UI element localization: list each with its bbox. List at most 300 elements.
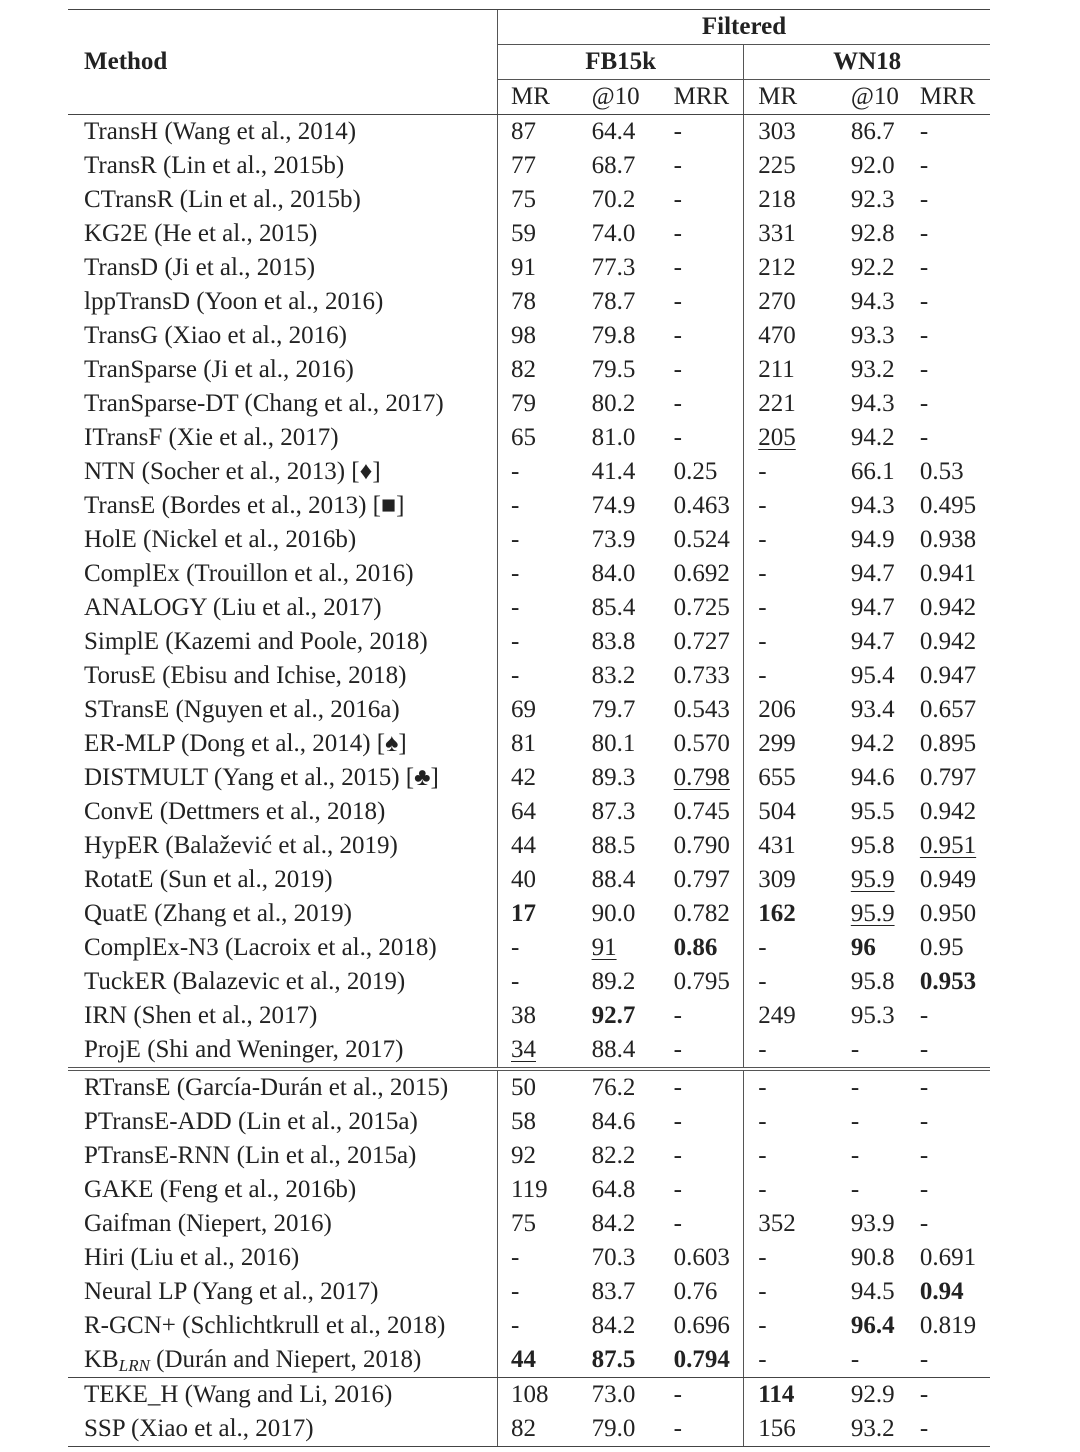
value: - [511,594,520,621]
method-name: STransE [84,696,170,723]
method-cell [68,965,498,999]
table-row [68,489,990,523]
value: 73.9 [591,526,636,553]
value: - [758,1036,767,1063]
value-cell [580,183,662,217]
value-cell [826,727,908,761]
value: - [919,1036,929,1063]
value-cell [498,1309,580,1343]
value-cell [580,387,662,421]
filtered-header: Filtered [498,10,991,45]
value: 92.0 [850,152,895,179]
value-cell [662,1069,744,1105]
method-name: KG2E [84,220,148,247]
value: 75 [511,1210,536,1237]
value-cell [580,1173,662,1207]
value-cell [908,625,990,659]
method-cell [68,251,498,285]
value: 93.2 [850,356,895,383]
value-cell [908,727,990,761]
value: 0.947 [919,662,977,689]
value-cell [498,115,580,150]
value: 0.94 [919,1278,964,1305]
value: 42 [511,764,536,791]
value-cell [908,1309,990,1343]
value-cell [908,387,990,421]
value: - [673,1176,682,1203]
value: - [919,1176,929,1203]
value: 78 [511,288,536,315]
value-cell [908,897,990,931]
value: 0.819 [919,1312,977,1339]
method-citation: (Sun et al., 2019) [153,866,333,893]
value: 0.942 [919,628,977,655]
method-name: RotatE [84,866,154,893]
value-cell [744,183,826,217]
value-cell [662,1309,744,1343]
table-row [68,183,990,217]
value: - [758,934,767,961]
value: 44 [511,1346,536,1373]
value-cell [580,965,662,999]
table-row [68,693,990,727]
value-cell [662,1241,744,1275]
method-citation: (Balažević et al., 2019) [159,832,398,859]
value-cell [662,115,744,150]
method-name: TransE [84,492,156,519]
value: 0.86 [673,934,718,961]
value: 0.953 [919,968,977,995]
value: 74.0 [591,220,636,247]
method-citation: (Ji et al., 2015) [158,254,316,281]
value: 50 [511,1074,536,1101]
method-name: TuckER [84,968,167,995]
value: 82 [511,1415,536,1442]
value: - [850,1108,860,1135]
value: 89.2 [591,968,636,995]
value: 95.3 [850,1002,895,1029]
value: - [758,1108,767,1135]
value: - [758,628,767,655]
value: - [919,1346,929,1373]
value-cell [826,863,908,897]
method-citation: (Liu et al., 2017) [206,594,382,621]
value-cell [580,1378,662,1413]
value: - [758,1074,767,1101]
value: - [511,526,520,553]
value-cell [744,353,826,387]
value: 80.2 [591,390,636,417]
table-body [68,115,990,1447]
method-cell [68,115,498,150]
value: - [758,662,767,689]
value-cell [826,387,908,421]
value-cell [826,625,908,659]
value-cell [580,1412,662,1447]
value: 504 [758,798,796,825]
method-citation: (Lin et al., 2015b) [156,152,345,179]
value: 98 [511,322,536,349]
value-cell [744,489,826,523]
value-cell [908,863,990,897]
value-cell [826,557,908,591]
value: 309 [758,866,796,893]
value: - [919,152,929,179]
method-name: R-GCN+ [84,1312,176,1339]
method-name: IRN [84,1002,128,1029]
method-name: TransG [84,322,159,349]
value: 0.794 [673,1346,730,1373]
method-cell [68,1378,498,1413]
value-cell [580,795,662,829]
value-cell [662,591,744,625]
value: 470 [758,322,796,349]
value-cell [662,1139,744,1173]
value-cell [744,1033,826,1069]
value-cell [826,591,908,625]
value-cell [826,1033,908,1069]
value-cell [826,489,908,523]
value-cell [744,1207,826,1241]
value: - [850,1142,860,1169]
method-cell [68,795,498,829]
value: - [758,1346,767,1373]
value: 38 [511,1002,536,1029]
value: 77 [511,152,536,179]
method-citation: (Lin et al., 2015a) [230,1142,417,1169]
value-cell [908,1173,990,1207]
method-cell [68,183,498,217]
value-cell [908,149,990,183]
value-cell [580,285,662,319]
method-citation: (Dong et al., 2014) [♠] [174,730,407,757]
method-cell [68,523,498,557]
method-name: ComplEx-N3 [84,934,219,961]
method-citation: (Xie et al., 2017) [162,424,339,451]
value: - [673,1002,682,1029]
value: 94.2 [850,424,895,451]
wn18-header: WN18 [744,45,990,80]
method-name: ProjE [84,1036,141,1063]
value: - [758,968,767,995]
value: - [511,1278,520,1305]
method-cell [68,489,498,523]
value-cell [580,1105,662,1139]
value: 94.7 [850,628,895,655]
value: 0.795 [673,968,730,995]
method-citation: (Dettmers et al., 2018) [153,798,386,825]
value: 87.3 [591,798,636,825]
value-cell [498,421,580,455]
value: 77.3 [591,254,636,281]
value-cell [826,1343,908,1378]
method-name: GAKE [84,1176,154,1203]
value-cell [908,523,990,557]
value-cell [744,285,826,319]
value-cell [580,319,662,353]
method-cell [68,1343,498,1378]
value: 82.2 [591,1142,636,1169]
value: 17 [511,900,536,927]
method-citation: (Balazevic et al., 2019) [166,968,406,995]
value-cell [908,455,990,489]
method-cell [68,149,498,183]
value: 96.4 [850,1312,895,1339]
value-cell [498,217,580,251]
method-citation: (García-Durán et al., 2015) [170,1074,449,1101]
value-cell [908,251,990,285]
value-cell [744,1378,826,1413]
value-cell [744,1173,826,1207]
value-cell [662,183,744,217]
value-cell [826,693,908,727]
value-cell [826,999,908,1033]
value-cell [908,965,990,999]
method-cell [68,1241,498,1275]
value-cell [662,1033,744,1069]
metric-header: MRR [908,80,990,115]
table-row [68,999,990,1033]
value: 93.3 [850,322,895,349]
method-citation: (Lacroix et al., 2018) [218,934,437,961]
value: - [673,1415,682,1442]
value: 83.2 [591,662,636,689]
value-cell [744,1105,826,1139]
method-citation: (Niepert, 2016) [171,1210,332,1237]
value: - [673,220,682,247]
value: 270 [758,288,796,315]
value: - [919,1381,929,1408]
method-citation: (Ji et al., 2016) [196,356,354,383]
value-cell [744,591,826,625]
table-row [68,1343,990,1378]
value: - [511,934,520,961]
value: 80.1 [591,730,636,757]
method-cell [68,387,498,421]
value-cell [498,795,580,829]
value: - [919,288,929,315]
value: 205 [758,424,796,451]
value-cell [826,1309,908,1343]
method-cell [68,1412,498,1447]
value: 92.3 [850,186,895,213]
value: 70.3 [591,1244,636,1271]
value: 44 [511,832,536,859]
method-citation: (Wang and Li, 2016) [178,1381,393,1408]
value-cell [744,863,826,897]
value-cell [498,1275,580,1309]
value: 69 [511,696,536,723]
value: - [919,1210,929,1237]
value: 0.941 [919,560,977,587]
value: - [673,356,682,383]
value-cell [826,1173,908,1207]
value: 94.3 [850,288,895,315]
value: 93.2 [850,1415,895,1442]
value-cell [826,761,908,795]
method-name: TEKE_H [84,1381,179,1408]
value-cell [498,1033,580,1069]
value-cell [908,489,990,523]
value: 0.733 [673,662,730,689]
value-cell [908,591,990,625]
value: 0.543 [673,696,730,723]
table-row [68,795,990,829]
method-cell [68,557,498,591]
value: 94.7 [850,594,895,621]
value: - [919,1002,929,1029]
value: 79.0 [591,1415,636,1442]
metric-header: MR [744,80,826,115]
value: - [919,424,929,451]
value: 79.5 [591,356,636,383]
value: 0.942 [919,798,977,825]
value: 59 [511,220,536,247]
value: 0.790 [673,832,730,859]
value-cell [744,1343,826,1378]
value: 75 [511,186,536,213]
value: - [673,254,682,281]
metric-header: MRR [662,80,744,115]
value-cell [744,387,826,421]
value: 303 [758,118,796,145]
value: - [673,186,682,213]
method-citation: (Trouillon et al., 2016) [179,560,414,587]
table-row [68,897,990,931]
value-cell [744,727,826,761]
method-name: TranSparse [84,356,197,383]
table-row [68,1069,990,1105]
method-citation: (He et al., 2015) [147,220,318,247]
value-cell [580,999,662,1033]
value: 0.463 [673,492,730,519]
table-row [68,1275,990,1309]
table-row [68,1033,990,1069]
value: 88.4 [591,866,636,893]
value-cell [662,285,744,319]
value-cell [580,591,662,625]
value: 0.727 [673,628,730,655]
value: 70.2 [591,186,636,213]
value: 87.5 [591,1346,636,1373]
value: 95.9 [850,900,895,927]
value-cell [908,115,990,150]
value-cell [662,557,744,591]
value-cell [826,659,908,693]
table-row [68,421,990,455]
value-cell [498,455,580,489]
value: - [919,220,929,247]
value-cell [744,659,826,693]
value: 89.3 [591,764,636,791]
table-row [68,727,990,761]
value-cell [826,795,908,829]
value: 92 [511,1142,536,1169]
value-cell [580,523,662,557]
method-cell [68,1275,498,1309]
value: 119 [511,1176,548,1203]
value-cell [826,1275,908,1309]
value-cell [580,863,662,897]
value: 81.0 [591,424,636,451]
value-cell [826,829,908,863]
value: 88.4 [591,1036,636,1063]
metric-header: @10 [580,80,662,115]
value-cell [580,693,662,727]
value-cell [908,1033,990,1069]
value-cell [826,897,908,931]
value: 0.25 [673,458,718,485]
method-name: lppTransD [84,288,191,315]
value-cell [498,285,580,319]
value: 0.797 [919,764,977,791]
value-cell [826,285,908,319]
value: 84.2 [591,1312,636,1339]
method-citation: (Yang et al., 2017) [186,1278,379,1305]
value-cell [580,829,662,863]
value-cell [662,693,744,727]
value: 0.798 [673,764,730,791]
value-cell [662,1173,744,1207]
value-cell [744,1275,826,1309]
method-cell [68,217,498,251]
value: 86.7 [850,118,895,145]
value: - [919,1074,929,1101]
value: 218 [758,186,796,213]
value-cell [580,761,662,795]
method-cell [68,693,498,727]
method-citation: (Ebisu and Ichise, 2018) [155,662,407,689]
value-cell [908,1105,990,1139]
value: 83.8 [591,628,636,655]
value: 94.5 [850,1278,895,1305]
value-cell [498,1412,580,1447]
value-cell [826,217,908,251]
table-row [68,1139,990,1173]
value-cell [908,183,990,217]
results-table [68,9,990,1447]
table-row [68,217,990,251]
method-citation: (Chang et al., 2017) [238,390,444,417]
value: - [919,1415,929,1442]
value: 299 [758,730,796,757]
method-citation: (Schlichtkrull et al., 2018) [175,1312,446,1339]
method-cell [68,625,498,659]
value: - [511,628,520,655]
value: 74.9 [591,492,636,519]
value-cell [662,1207,744,1241]
value: 92.9 [850,1381,895,1408]
value: - [511,968,520,995]
value-cell [498,149,580,183]
method-name: ER-MLP [84,730,175,757]
method-citation: (Yang et al., 2015) [♣] [207,764,439,791]
value-cell [580,1033,662,1069]
value-cell [498,625,580,659]
table-row [68,1105,990,1139]
value: - [673,1074,682,1101]
value: 0.782 [673,900,730,927]
value-cell [908,1275,990,1309]
table-row [68,659,990,693]
value: 66.1 [850,458,895,485]
method-citation: (Xiao et al., 2016) [158,322,347,349]
value-cell [826,965,908,999]
value: - [919,118,929,145]
value-cell [580,1275,662,1309]
table-row [68,557,990,591]
value-cell [498,1241,580,1275]
